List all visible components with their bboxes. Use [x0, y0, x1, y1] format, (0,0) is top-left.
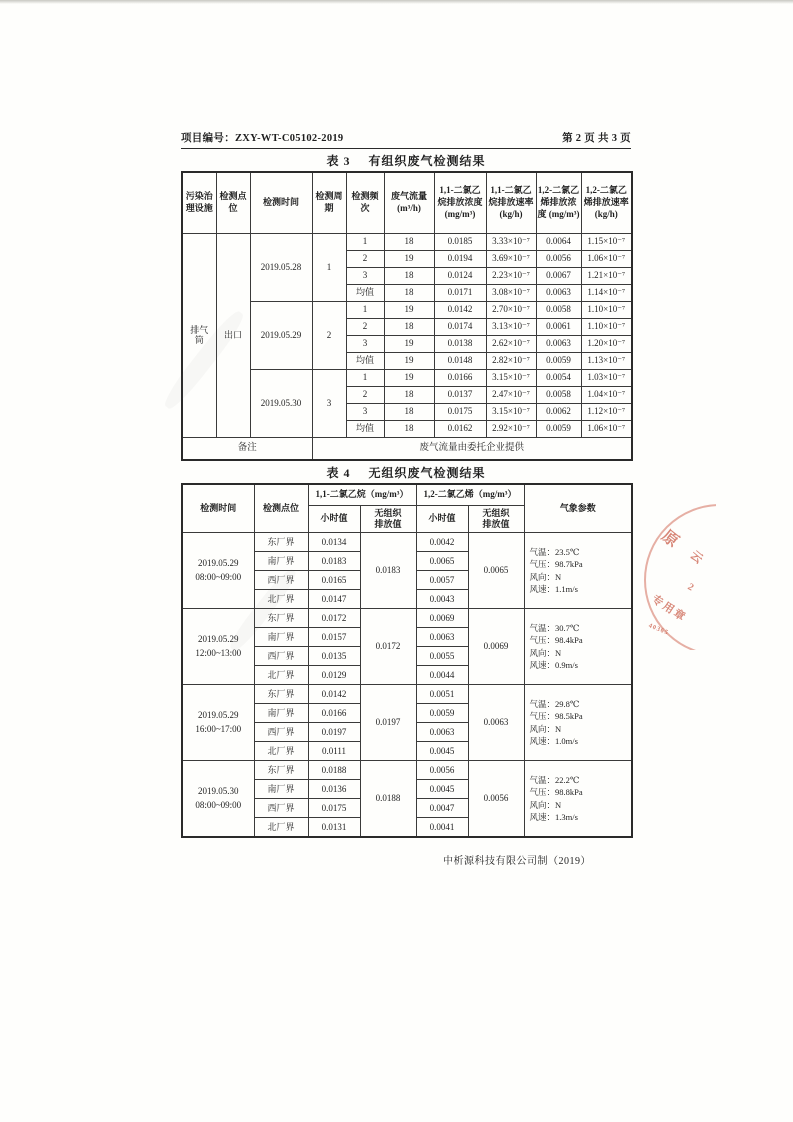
hourly1-cell: 0.0142 — [308, 685, 360, 704]
hourly1-cell: 0.0131 — [308, 818, 360, 838]
table3-title-text: 有组织废气检测结果 — [368, 154, 486, 168]
flow-cell: 18 — [384, 421, 434, 438]
weather-cell — [524, 685, 632, 761]
freq-cell: 3 — [346, 268, 384, 285]
freq-cell: 均值 — [346, 353, 384, 370]
project-number: 项目编号：ZXY-WT-C05102-2019 — [181, 133, 344, 144]
col-dca-rate: 1,1-二氯乙烷排放速率(kg/h) — [486, 172, 536, 234]
remark-text: 废气流量由委托企业提供 — [312, 438, 632, 461]
hourly2-cell: 0.0045 — [416, 742, 468, 761]
table4-header-row-1 — [182, 484, 632, 506]
hourly2-cell: 0.0044 — [416, 666, 468, 685]
col-hourly-2: 小时值 — [416, 506, 468, 533]
conc2-cell: 0.0064 — [536, 234, 581, 251]
monitor-date: 2019.05.29 — [198, 558, 239, 568]
time-cell — [182, 533, 254, 609]
conc1-cell: 0.0137 — [434, 387, 486, 404]
hourly2-cell: 0.0047 — [416, 799, 468, 818]
conc1-cell: 0.0194 — [434, 251, 486, 268]
unorganized1-cell: 0.0183 — [360, 533, 416, 609]
hourly1-cell: 0.0172 — [308, 609, 360, 628]
page-number: 第 2 页 共 3 页 — [562, 133, 631, 144]
col-frequency: 检测频次 — [346, 172, 384, 234]
weather-temp: 气温：30.7℃ — [529, 622, 580, 633]
conc1-cell: 0.0162 — [434, 421, 486, 438]
rate1-cell: 3.69×10⁻⁷ — [486, 251, 536, 268]
weather-temp: 气温：22.2℃ — [529, 774, 580, 785]
rate1-cell: 2.82×10⁻⁷ — [486, 353, 536, 370]
col-facility: 污染治理设施 — [182, 172, 216, 234]
table3-header-row — [182, 172, 632, 234]
unorganized2-cell: 0.0065 — [468, 533, 524, 609]
point-cell: 北厂界 — [254, 818, 308, 838]
weather-wind-dir: 风向：N — [529, 647, 562, 658]
weather-pressure: 气压：98.7kPa — [529, 559, 583, 570]
table3-title-no: 表 3 — [326, 154, 351, 168]
flow-cell: 18 — [384, 319, 434, 336]
col-weather: 气象参数 — [524, 484, 632, 533]
hourly2-cell: 0.0043 — [416, 590, 468, 609]
col-point: 检测点位 — [254, 484, 308, 533]
point-cell: 西厂界 — [254, 799, 308, 818]
weather-wind-dir: 风向：N — [529, 799, 562, 810]
col-hourly-1: 小时值 — [308, 506, 360, 533]
freq-cell: 1 — [346, 302, 384, 319]
hourly1-cell: 0.0134 — [308, 533, 360, 552]
hourly2-cell: 0.0063 — [416, 628, 468, 647]
hourly2-cell: 0.0056 — [416, 761, 468, 780]
facility-cell: 排气筒 — [182, 234, 216, 438]
conc1-cell: 0.0174 — [434, 319, 486, 336]
unorganized1-cell: 0.0172 — [360, 609, 416, 685]
rate1-cell: 2.92×10⁻⁷ — [486, 421, 536, 438]
table4-title — [181, 464, 631, 481]
point-cell: 北厂界 — [254, 666, 308, 685]
weather-pressure: 气压：98.4kPa — [529, 635, 583, 646]
rate2-cell: 1.14×10⁻⁷ — [581, 285, 632, 302]
conc2-cell: 0.0058 — [536, 387, 581, 404]
conc1-cell: 0.0142 — [434, 302, 486, 319]
weather-pressure: 气压：98.8kPa — [529, 787, 583, 798]
hourly2-cell: 0.0042 — [416, 533, 468, 552]
rate2-cell: 1.04×10⁻⁷ — [581, 387, 632, 404]
time-cell — [182, 609, 254, 685]
document-header — [181, 130, 631, 149]
seal-char: 2 — [685, 581, 696, 594]
col-group-dce: 1,2-二氯乙烯（mg/m³） — [416, 484, 524, 506]
monitor-date: 2019.05.29 — [198, 634, 239, 644]
conc1-cell: 0.0185 — [434, 234, 486, 251]
unorganized1-cell: 0.0197 — [360, 685, 416, 761]
monitor-date: 2019.05.29 — [198, 710, 239, 720]
conc2-cell: 0.0056 — [536, 251, 581, 268]
weather-wind-speed: 风速：1.3m/s — [529, 811, 578, 822]
conc2-cell: 0.0059 — [536, 421, 581, 438]
weather-wind-speed: 风速：1.0m/s — [529, 735, 578, 746]
remark-label: 备注 — [182, 438, 312, 461]
weather-temp: 气温：29.8℃ — [529, 698, 580, 709]
rate2-cell: 1.21×10⁻⁷ — [581, 268, 632, 285]
document-footer: 中析源科技有限公司制（2019） — [443, 856, 591, 867]
col-point: 检测点位 — [216, 172, 250, 234]
weather-temp: 气温：23.5℃ — [529, 546, 580, 557]
flow-cell: 19 — [384, 370, 434, 387]
hourly2-cell: 0.0059 — [416, 704, 468, 723]
date-cell: 2019.05.28 — [250, 234, 312, 302]
period-cell: 1 — [312, 234, 346, 302]
conc2-cell: 0.0063 — [536, 285, 581, 302]
rate1-cell: 3.08×10⁻⁷ — [486, 285, 536, 302]
hourly1-cell: 0.0175 — [308, 799, 360, 818]
point-cell: 出口 — [216, 234, 250, 438]
table4-title-no: 表 4 — [326, 466, 351, 480]
hourly1-cell: 0.0183 — [308, 552, 360, 571]
point-cell: 南厂界 — [254, 704, 308, 723]
table3-title — [181, 152, 631, 169]
freq-cell: 均值 — [346, 421, 384, 438]
conc1-cell: 0.0166 — [434, 370, 486, 387]
freq-cell: 1 — [346, 370, 384, 387]
hourly1-cell: 0.0136 — [308, 780, 360, 799]
conc2-cell: 0.0067 — [536, 268, 581, 285]
date-cell: 2019.05.30 — [250, 370, 312, 438]
hourly2-cell: 0.0045 — [416, 780, 468, 799]
rate1-cell: 2.23×10⁻⁷ — [486, 268, 536, 285]
table-row — [182, 685, 632, 704]
rate2-cell: 1.06×10⁻⁷ — [581, 421, 632, 438]
point-cell: 东厂界 — [254, 533, 308, 552]
weather-wind-speed: 风速：0.9m/s — [529, 659, 578, 670]
table-row — [182, 761, 632, 780]
flow-cell: 18 — [384, 268, 434, 285]
col-group-dca: 1,1-二氯乙烷（mg/m³） — [308, 484, 416, 506]
point-cell: 西厂界 — [254, 571, 308, 590]
point-cell: 南厂界 — [254, 552, 308, 571]
col-flow: 废气流量 (m³/h) — [384, 172, 434, 234]
rate2-cell: 1.12×10⁻⁷ — [581, 404, 632, 421]
col-unorganized-1: 无组织排放值 — [360, 506, 416, 533]
freq-cell: 2 — [346, 319, 384, 336]
col-dca-conc: 1,1-二氯乙烷排放浓度(mg/m³) — [434, 172, 486, 234]
freq-cell: 2 — [346, 251, 384, 268]
seal-char: 云 — [687, 547, 706, 567]
flow-cell: 19 — [384, 336, 434, 353]
conc2-cell: 0.0058 — [536, 302, 581, 319]
rate1-cell: 3.15×10⁻⁷ — [486, 404, 536, 421]
hourly1-cell: 0.0111 — [308, 742, 360, 761]
weather-cell — [524, 761, 632, 838]
hourly1-cell: 0.0188 — [308, 761, 360, 780]
rate2-cell: 1.20×10⁻⁷ — [581, 336, 632, 353]
conc1-cell: 0.0171 — [434, 285, 486, 302]
remark-row — [182, 438, 632, 461]
hourly1-cell: 0.0147 — [308, 590, 360, 609]
rate1-cell: 2.47×10⁻⁷ — [486, 387, 536, 404]
conc2-cell: 0.0063 — [536, 336, 581, 353]
freq-cell: 2 — [346, 387, 384, 404]
flow-cell: 18 — [384, 234, 434, 251]
period-cell: 3 — [312, 370, 346, 438]
conc2-cell: 0.0054 — [536, 370, 581, 387]
col-dce-rate: 1,2-二氯乙烯排放速率(kg/h) — [581, 172, 632, 234]
hourly1-cell: 0.0166 — [308, 704, 360, 723]
conc2-cell: 0.0062 — [536, 404, 581, 421]
organized-emission-table — [181, 171, 633, 461]
hourly1-cell: 0.0129 — [308, 666, 360, 685]
rate2-cell: 1.13×10⁻⁷ — [581, 353, 632, 370]
monitor-time: 12:00~13:00 — [195, 647, 242, 658]
flow-cell: 18 — [384, 285, 434, 302]
hourly1-cell: 0.0135 — [308, 647, 360, 666]
table-row — [182, 533, 632, 552]
point-cell: 东厂界 — [254, 609, 308, 628]
rate1-cell: 3.33×10⁻⁷ — [486, 234, 536, 251]
weather-pressure: 气压：98.5kPa — [529, 711, 583, 722]
freq-cell: 1 — [346, 234, 384, 251]
col-dce-conc: 1,2-二氯乙烯排放浓度 (mg/m³) — [536, 172, 581, 234]
hourly2-cell: 0.0051 — [416, 685, 468, 704]
flow-cell: 18 — [384, 404, 434, 421]
flow-cell: 19 — [384, 353, 434, 370]
monitor-date: 2019.05.30 — [198, 786, 239, 796]
conc1-cell: 0.0175 — [434, 404, 486, 421]
col-date: 检测时间 — [250, 172, 312, 234]
weather-wind-speed: 风速：1.1m/s — [529, 583, 578, 594]
rate2-cell: 1.06×10⁻⁷ — [581, 251, 632, 268]
conc2-cell: 0.0059 — [536, 353, 581, 370]
hourly2-cell: 0.0055 — [416, 647, 468, 666]
point-cell: 西厂界 — [254, 723, 308, 742]
hourly2-cell: 0.0041 — [416, 818, 468, 838]
col-time: 检测时间 — [182, 484, 254, 533]
freq-cell: 3 — [346, 336, 384, 353]
rate1-cell: 2.70×10⁻⁷ — [486, 302, 536, 319]
period-cell: 2 — [312, 302, 346, 370]
rate2-cell: 1.10×10⁻⁷ — [581, 302, 632, 319]
table4-title-text: 无组织废气检测结果 — [368, 466, 486, 480]
seal-digits: 40365 — [647, 622, 670, 637]
rate2-cell: 1.15×10⁻⁷ — [581, 234, 632, 251]
unorganized2-cell: 0.0069 — [468, 609, 524, 685]
monitor-time: 16:00~17:00 — [195, 723, 242, 734]
monitor-time: 08:00~09:00 — [195, 799, 242, 810]
rate1-cell: 3.15×10⁻⁷ — [486, 370, 536, 387]
company-seal-stamp — [630, 498, 716, 650]
weather-cell — [524, 533, 632, 609]
point-cell: 南厂界 — [254, 780, 308, 799]
conc1-cell: 0.0138 — [434, 336, 486, 353]
col-period: 检测周期 — [312, 172, 346, 234]
point-cell: 北厂界 — [254, 590, 308, 609]
table-row — [182, 302, 632, 319]
table-row — [182, 370, 632, 387]
conc1-cell: 0.0124 — [434, 268, 486, 285]
point-cell: 东厂界 — [254, 761, 308, 780]
conc1-cell: 0.0148 — [434, 353, 486, 370]
hourly1-cell: 0.0165 — [308, 571, 360, 590]
unorganized2-cell: 0.0063 — [468, 685, 524, 761]
hourly1-cell: 0.0157 — [308, 628, 360, 647]
table-row — [182, 234, 632, 251]
monitor-time: 08:00~09:00 — [195, 571, 242, 582]
seal-ring-icon — [644, 504, 716, 650]
flow-cell: 19 — [384, 302, 434, 319]
point-cell: 东厂界 — [254, 685, 308, 704]
rate1-cell: 3.13×10⁻⁷ — [486, 319, 536, 336]
hourly1-cell: 0.0197 — [308, 723, 360, 742]
rate2-cell: 1.10×10⁻⁷ — [581, 319, 632, 336]
seal-char: 原 — [658, 527, 682, 551]
point-cell: 西厂界 — [254, 647, 308, 666]
freq-cell: 3 — [346, 404, 384, 421]
unorganized1-cell: 0.0188 — [360, 761, 416, 838]
flow-cell: 18 — [384, 387, 434, 404]
weather-cell — [524, 609, 632, 685]
unorganized-emission-table — [181, 483, 633, 838]
flow-cell: 19 — [384, 251, 434, 268]
unorganized2-cell: 0.0056 — [468, 761, 524, 838]
hourly2-cell: 0.0057 — [416, 571, 468, 590]
hourly2-cell: 0.0069 — [416, 609, 468, 628]
freq-cell: 均值 — [346, 285, 384, 302]
time-cell — [182, 761, 254, 838]
hourly2-cell: 0.0063 — [416, 723, 468, 742]
point-cell: 北厂界 — [254, 742, 308, 761]
rate1-cell: 2.62×10⁻⁷ — [486, 336, 536, 353]
hourly2-cell: 0.0065 — [416, 552, 468, 571]
conc2-cell: 0.0061 — [536, 319, 581, 336]
time-cell — [182, 685, 254, 761]
page-content — [181, 130, 631, 867]
col-unorganized-2: 无组织排放值 — [468, 506, 524, 533]
rate2-cell: 1.03×10⁻⁷ — [581, 370, 632, 387]
weather-wind-dir: 风向：N — [529, 723, 562, 734]
date-cell: 2019.05.29 — [250, 302, 312, 370]
weather-wind-dir: 风向：N — [529, 571, 562, 582]
point-cell: 南厂界 — [254, 628, 308, 647]
seal-label: 专用章 — [649, 593, 689, 625]
